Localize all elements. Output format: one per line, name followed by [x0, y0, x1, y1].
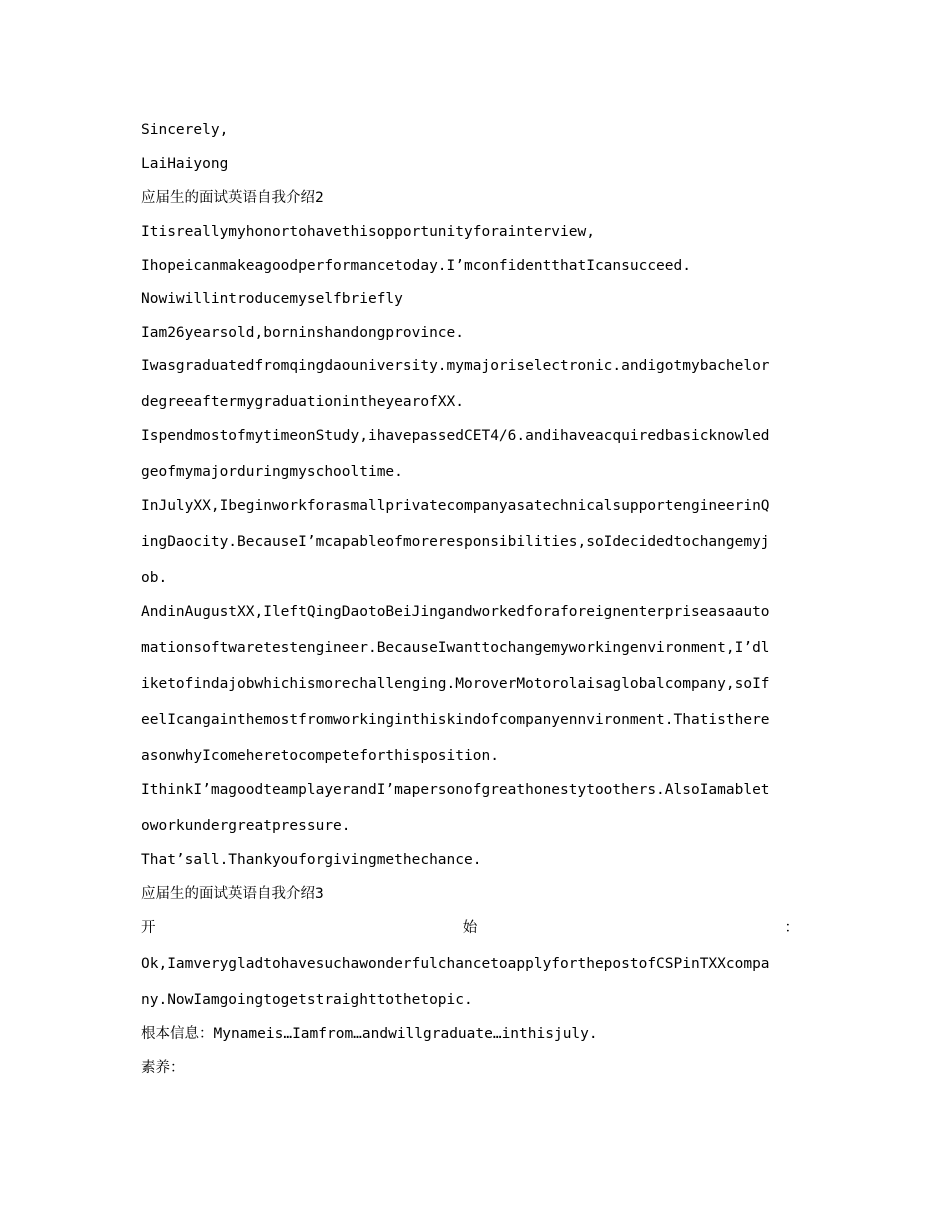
- start-char-1: 开: [141, 920, 156, 936]
- paragraph-line: iketofindajobwhichismorechallenging.MoroverMotorolaisaglobalcompany,soIf: [141, 676, 770, 692]
- section-heading-2: 应届生的面试英语自我介绍2: [141, 190, 324, 206]
- paragraph-line: AndinAugustXX,IleftQingDaotoBeiJingandworkedforaforeignenterpriseasaauto: [141, 604, 770, 620]
- signature-name: LaiHaiyong: [141, 156, 229, 172]
- start-colon: ：: [784, 920, 799, 936]
- paragraph-line: Ihopeicanmakeagoodperformancetoday.I’mconfidentthatIcansucceed.: [141, 258, 691, 274]
- basic-info-line: 根本信息：Mynameis…Iamfrom…andwillgraduate…inthisjuly.: [141, 1026, 598, 1042]
- paragraph-line: geofmymajorduringmyschooltime.: [141, 464, 403, 480]
- paragraph-line: Iam26yearsold,borninshandongprovince.: [141, 325, 465, 341]
- paragraph-line: Nowiwillintroducemyselfbriefly: [141, 291, 403, 307]
- paragraph-line: IthinkI’magoodteamplayerandI’mapersonofgreathonestytoothers.AlsoIamablet: [141, 782, 770, 798]
- paragraph-line: ob.: [141, 570, 168, 586]
- paragraph-line: mationsoftwaretestengineer.BecauseIwanttochangemyworkingenvironment,I’dl: [141, 640, 770, 656]
- paragraph-line: Itisreallymyhonortohavethisopportunityforainterview,: [141, 224, 595, 240]
- paragraph-line: IspendmostofmytimeonStudy,ihavepassedCET4/6.andihaveacquiredbasicknowled: [141, 428, 770, 444]
- paragraph-line: ingDaocity.BecauseI’mcapableofmoreresponsibilities,soIdecidedtochangemyj: [141, 534, 770, 550]
- paragraph-line: Iwasgraduatedfromqingdaouniversity.mymajoriselectronic.andigotmybachelor: [141, 358, 770, 374]
- paragraph-line: degreeaftermygraduationintheyearofXX.: [141, 394, 465, 410]
- closing-line: Sincerely,: [141, 122, 229, 138]
- qualities-label: 素养：: [141, 1060, 185, 1076]
- paragraph-line: Ok,IamverygladtohavesuchawonderfulchancetoapplyforthepostofCSPinTXXcompa: [141, 956, 770, 972]
- paragraph-line: InJulyXX,IbeginworkforasmallprivatecompanyasatechnicalsupportengineerinQ: [141, 498, 770, 514]
- paragraph-line: oworkundergreatpressure.: [141, 818, 351, 834]
- paragraph-line: asonwhyIcomeheretocompeteforthisposition.: [141, 748, 499, 764]
- paragraph-line: That’sall.Thankyouforgivingmethechance.: [141, 852, 482, 868]
- justified-start-line: [141, 918, 799, 938]
- paragraph-line: eelIcangainthemostfromworkinginthiskindofcompanyennvironment.Thatisthere: [141, 712, 770, 728]
- start-char-2: 始: [462, 920, 478, 936]
- paragraph-line: ny.NowIamgoingtogetstraighttothetopic.: [141, 992, 473, 1008]
- section-heading-3: 应届生的面试英语自我介绍3: [141, 886, 324, 902]
